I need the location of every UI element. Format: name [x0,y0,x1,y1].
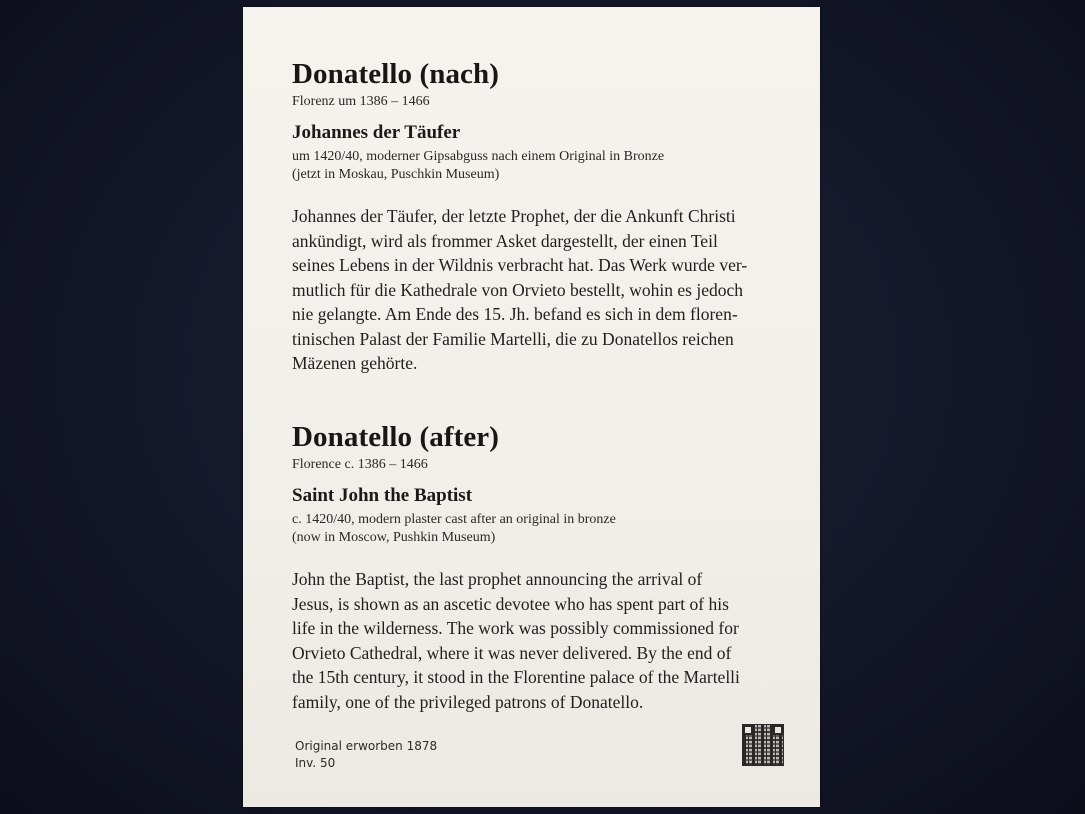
label-section-german [292,58,792,376]
work-details-line: (jetzt in Moskau, Puschkin Museum) [292,167,500,182]
description-line: the 15th century, it stood in the Florentine palace of the Martelli [292,667,740,687]
description-line: Orvieto Cathedral, where it was never delivered. By the end of [292,642,732,663]
work-details-german [292,148,792,184]
inventory-number: Inv. 50 [295,756,336,770]
description-line: life in the wilderness. The work was possibly commissioned for [292,618,739,638]
description-german [292,204,792,376]
description-line: mutlich für die Kathedrale von Orvieto bestellt, wohin es jedoch [292,279,743,300]
artist-name-english: Donatello (after) [292,421,500,453]
work-details-english [292,511,792,547]
acquisition-year: Original erworben 1878 [295,739,438,753]
work-details-line: (now in Moscow, Pushkin Museum) [292,530,496,545]
acquisition-info [295,738,437,772]
artist-name-german: Donatello (nach) [292,58,500,90]
description-line: Johannes der Täufer, der letzte Prophet, der die Ankunft Christi [292,206,736,226]
description-line: tinischen Palast der Familie Martelli, die zu Donatellos reichen [292,328,734,349]
description-line: seines Lebens in der Wildnis verbracht hat. Das Werk wurde ver- [292,255,748,275]
description-english [292,567,792,714]
work-details-line: um 1420/40, moderner Gipsabguss nach einem Original in Bronze [292,149,665,164]
work-title-german: Johannes der Täufer [292,122,461,143]
artist-dates-german: Florenz um 1386 – 1466 [292,94,430,109]
description-line: nie gelangte. Am Ende des 15. Jh. befand es sich in dem floren- [292,304,738,324]
museum-label-card [243,7,820,807]
description-line: John the Baptist, the last prophet announcing the arrival of [292,569,703,589]
description-line: Jesus, is shown as an ascetic devotee who has spent part of his [292,593,729,614]
qr-code-icon[interactable] [743,725,783,765]
artist-dates-english: Florence c. 1386 – 1466 [292,457,428,472]
work-title-english: Saint John the Baptist [292,485,473,506]
description-line: family, one of the privileged patrons of Donatello. [292,691,644,712]
description-line: Mäzenen gehörte. [292,353,418,373]
description-line: ankündigt, wird als frommer Asket dargestellt, der einen Teil [292,230,718,251]
work-details-line: c. 1420/40, modern plaster cast after an original in bronze [292,512,616,527]
label-section-english [292,421,792,714]
